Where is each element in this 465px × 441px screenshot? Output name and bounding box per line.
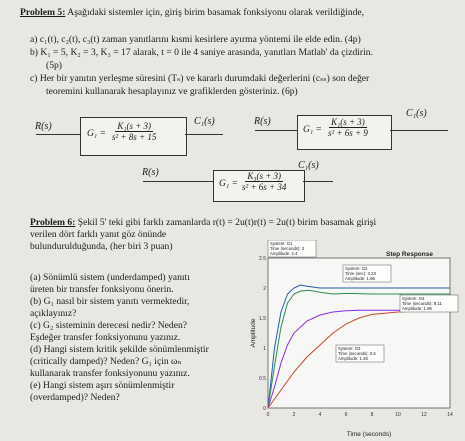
diagram2-denominator: s² + 6s + 9 (328, 128, 368, 138)
problem5-item-a: a) c₁(t), c₂(t), c₃(t) zaman yanıtlarını kısmi kesirlere ayırma yöntemi ile elde edin. (4p) (30, 34, 361, 45)
question-line: (critically damped)? Neden? G₁ için ωₙ (30, 356, 182, 367)
datatip-text: Amplitude: 1.96 (402, 306, 432, 311)
problem6-line-1: verilen dört farklı yanıt göz önünde (30, 229, 167, 240)
diagram1-numerator: K₁(s + 3) (117, 121, 152, 131)
datatip-annotation (268, 240, 316, 257)
datatip-text: Amplitude: 1.26 (338, 356, 368, 361)
y-tick-label: 2 (263, 286, 266, 292)
diagram1-fraction (110, 121, 158, 142)
diagram2-g: G₁ = (303, 125, 322, 135)
y-tick-label: 1 (263, 346, 266, 352)
question-line: Eşdeğer transfer fonksiyonunu yazınız. (30, 332, 181, 343)
step-response-chart (248, 240, 460, 438)
y-tick-label: 1.5 (259, 316, 266, 322)
question-line: (e) Hangi sistem aşırı sönümlenmiştir (30, 380, 175, 391)
datatip-annotation (400, 295, 458, 312)
diagram1-g: G₁ = (87, 129, 106, 139)
problem5-title-text: Aşağıdaki sistemler için, giriş birim basamak fonksiyonu olarak verildiğinde, (65, 7, 365, 18)
datatip-text: System: G2 (345, 266, 368, 271)
y-tick-label: 2.5 (259, 256, 266, 262)
question-line: üreten bir transfer fonksiyonu önerin. (30, 284, 174, 295)
datatip-annotation (343, 265, 391, 282)
problem5-item-c2: teoremini kullanarak hesaplayınız ve grafiklerden gösteriniz. (6p) (46, 86, 298, 97)
problem6-title-text: Şekil 5' teki gibi farklı zamanlarda r(t) = 2u(t)r(t) = 2u(t) birim basamak girişi (75, 217, 377, 228)
diagram3-numerator: K₃(s + 3) (247, 171, 282, 181)
diagram3-denominator: s² + 6s + 34 (242, 182, 287, 192)
datatip-text: System: G1 (270, 241, 293, 246)
chart-ylabel: Amplitude (250, 318, 257, 348)
problem6-title (30, 217, 376, 229)
y-tick-label: 0.5 (259, 376, 266, 382)
diagram1-input: R(s) (35, 121, 52, 132)
question-line: (b) G₁ nasıl bir sistem yanıtı vermektedir, (30, 296, 190, 307)
problem6-label: Problem 6: (30, 217, 76, 228)
diagram3-input-arrow (143, 181, 213, 182)
x-tick-label: 8 (370, 412, 374, 418)
x-tick-label: 10 (395, 412, 401, 418)
datatip-text: Time (sec): 3.23 (345, 271, 376, 276)
chart-xlabel: Time (seconds) (346, 431, 392, 438)
diagram3-input: R(s) (142, 167, 159, 178)
datatip-text: Amplitude: 2.4 (270, 251, 298, 256)
diagram2-output: C₁(s) (406, 108, 427, 119)
y-tick-label: 0 (263, 406, 266, 412)
x-tick-label: 0 (266, 412, 270, 418)
datatip-text: Time (seconds): 2 (270, 246, 305, 251)
datatip-annotation (336, 345, 384, 362)
question-line: (a) Sönümlü sistem (underdamped) yanıtı (30, 272, 190, 283)
diagram2-output-arrow (390, 130, 448, 131)
x-tick-label: 4 (318, 412, 322, 418)
datatip-text: Time (seconds): 9.11 (402, 301, 442, 306)
x-tick-label: 14 (447, 412, 453, 418)
question-line: (overdamped)? Neden? (30, 392, 120, 403)
diagram1-input-arrow (36, 134, 80, 135)
diagram1-output-arrow (185, 134, 223, 135)
question-line: kullanarak transfer fonksiyonunu yazınız. (30, 368, 190, 379)
diagram2-fraction (326, 117, 370, 138)
diagram3-g: G₁ = (219, 179, 238, 189)
diagram2-input: R(s) (254, 116, 271, 127)
diagram3-fraction (240, 171, 288, 192)
diagram2-input-arrow (255, 130, 297, 131)
diagram1-denominator: s² + 8s + 15 (112, 132, 157, 142)
x-tick-label: 12 (421, 412, 427, 418)
diagram1-output: C₁(s) (194, 116, 215, 127)
problem6-line-2: bulundurulduğunda, (her biri 3 puan) (30, 241, 173, 252)
problem5-item-c1: c) Her bir yanıtın yerleşme süresini (Tₛ) ve kararlı durumdaki değerlerini (cₛₛ) son değer (30, 73, 370, 84)
chart-title: Step Response (386, 251, 433, 258)
problem5-title (20, 7, 364, 19)
question-line: açıklayınız? (30, 308, 77, 319)
problem5-item-b1: b) K₁ = 5, K₂ = 3, K₃ = 17 alarak, t = 0 ile 4 saniye arasında, yanıtları Matlab' da çizdirin. (30, 47, 373, 58)
problem5-item-b2: (5p) (46, 60, 62, 71)
x-tick-label: 2 (292, 412, 296, 418)
datatip-text: System: G4 (402, 296, 425, 301)
diagram2-numerator: K₁(s + 3) (331, 117, 365, 127)
problem5-label: Problem 5: (20, 7, 66, 18)
question-line: (c) G₂ sisteminin derecesi nedir? Neden? (30, 320, 188, 331)
question-line: (d) Hangi sistem kritik şekilde sönümlenmiştir (30, 344, 209, 355)
datatip-text: System: G3 (338, 346, 361, 351)
diagram3-output-arrow (303, 181, 333, 182)
datatip-text: Time (seconds): 0.5 (338, 351, 376, 356)
diagram3-output: C₁(s) (298, 160, 319, 171)
x-tick-label: 6 (344, 412, 348, 418)
datatip-text: Amplitude: 1.96 (345, 276, 375, 281)
